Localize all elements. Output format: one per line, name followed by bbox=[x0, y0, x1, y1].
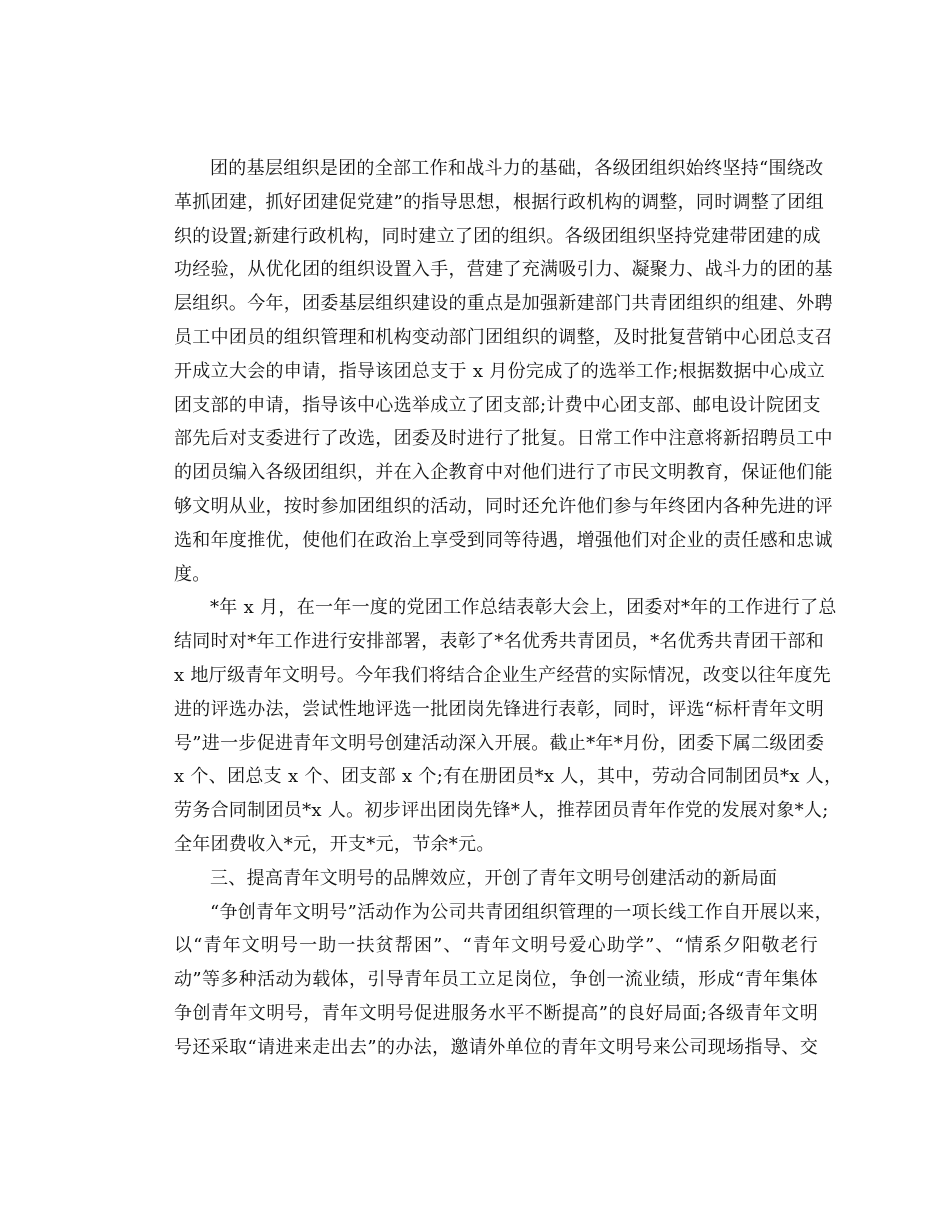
section-heading-block bbox=[138, 862, 818, 896]
text-line: 团的基层组织是团的全部工作和战斗力的基础，各级团组织始终坚持“围绕改 bbox=[210, 158, 824, 179]
text-line: 革抓团建，抓好团建促党建”的指导思想，根据行政机构的调整，同时调整了团组 bbox=[174, 191, 824, 213]
text-line: 以“青年文明号一助一扶贫帮困”、“青年文明号爱心助学”、“情系夕阳敬老行 bbox=[174, 935, 818, 957]
text-line: 团支部的申请，指导该中心选举成立了团支部;计费中心团支部、邮电设计院团支 bbox=[174, 394, 821, 416]
paragraph-1 bbox=[138, 152, 833, 591]
text-line: 织的设置;新建行政机构，同时建立了团的组织。各级团组织坚持党建带团建的成 bbox=[174, 225, 821, 247]
text-line: 够文明从业，按时参加团组织的活动，同时还允许他们参与年终团内各种先进的评 bbox=[174, 495, 833, 517]
text-line: 功经验，从优化团的组织设置入手，营建了充满吸引力、凝聚力、战斗力的团的基 bbox=[174, 259, 833, 281]
text-line: 度。 bbox=[174, 563, 211, 585]
text-line: 员工中团员的组织管理和机构变动部门团组织的调整，及时批复营销中心团总支召 bbox=[174, 326, 833, 348]
paragraph-3 bbox=[138, 896, 833, 1065]
text-line: 号”进一步促进青年文明号创建活动深入开展。截止*年*月份，团委下属二级团委 bbox=[174, 732, 825, 754]
text-line: 全年团费收入*元，开支*元，节余*元。 bbox=[174, 833, 495, 855]
text-line: 号还采取“请进来走出去”的办法，邀请外单位的青年文明号来公司现场指导、交 bbox=[174, 1036, 818, 1058]
text-line: x 地厅级青年文明号。今年我们将结合企业生产经营的实际情况，改变以往年度先 bbox=[174, 664, 831, 686]
paragraph-2 bbox=[138, 591, 843, 861]
document-body bbox=[138, 152, 843, 1065]
text-line: 争创青年文明号，青年文明号促进服务水平不断提高”的良好局面;各级青年文明 bbox=[174, 1002, 818, 1024]
text-line: x 个、团总支 x 个、团支部 x 个;有在册团员*x 人，其中，劳动合同制团员*x 人， bbox=[174, 766, 843, 788]
text-line: 层组织。今年，团委基层组织建设的重点是加强新建部门共青团组织的组建、外聘 bbox=[174, 293, 833, 315]
text-line: *年 x 月，在一年一度的党团工作总结表彰大会上，团委对*年的工作进行了总 bbox=[210, 597, 837, 619]
text-line: 选和年度推优，使他们在政治上享受到同等待遇，增强他们对企业的责任感和忠诚 bbox=[174, 529, 833, 551]
text-line: 进的评选办法，尝试性地评选一批团岗先锋进行表彰，同时，评选“标杆青年文明 bbox=[174, 698, 824, 720]
text-line: 结同时对*年工作进行安排部署，表彰了*名优秀共青团员，*名优秀共青团干部和 bbox=[174, 631, 825, 653]
text-line: 部先后对支委进行了改选，团委及时进行了批复。日常工作中注意将新招聘员工中 bbox=[174, 428, 833, 450]
text-line: 劳务合同制团员*x 人。初步评出团岗先锋*人，推荐团员青年作党的发展对象*人; bbox=[174, 800, 829, 822]
text-line: “争创青年文明号”活动作为公司共青团组织管理的一项长线工作自开展以来， bbox=[210, 901, 833, 923]
text-line: 开成立大会的申请，指导该团总支于 x 月份完成了的选举工作;根据数据中心成立 bbox=[174, 360, 826, 382]
text-line: 的团员编入各级团组织，并在入企教育中对他们进行了市民文明教育，保证他们能 bbox=[174, 462, 833, 484]
section-heading: 三、提高青年文明号的品牌效应，开创了青年文明号创建活动的新局面 bbox=[210, 867, 778, 889]
text-line: 动”等多种活动为载体，引导青年员工立足岗位，争创一流业绩，形成“青年集体 bbox=[174, 969, 818, 991]
